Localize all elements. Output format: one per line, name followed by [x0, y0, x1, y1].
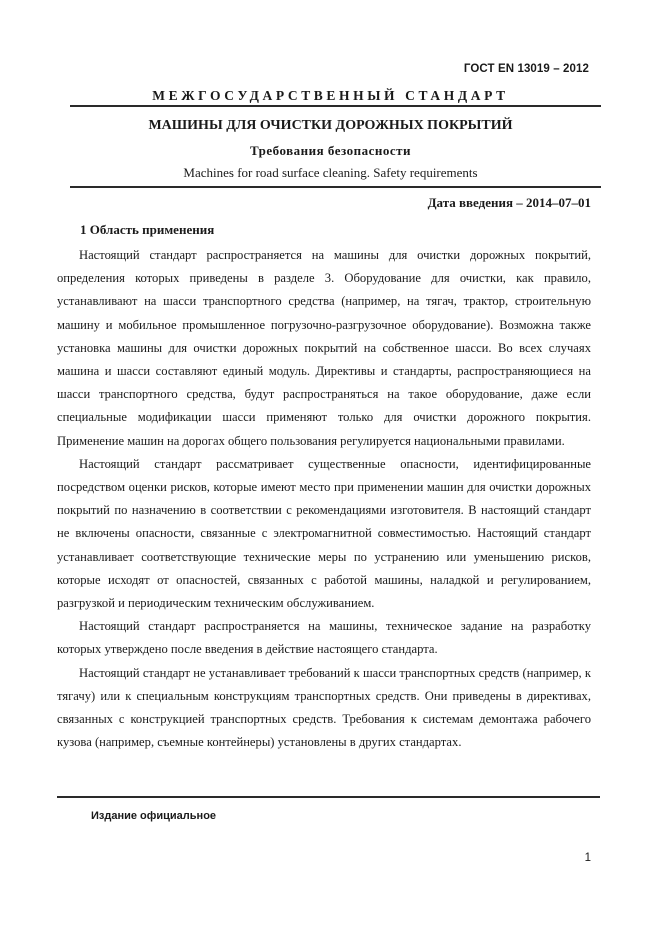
english-title: Machines for road surface cleaning. Safety requirements [183, 165, 478, 180]
paragraph-1: Настоящий стандарт распространяется на машины для очистки дорожных покрытий, определения которых приведены в разделе 3. Оборудование для очистки, как правило, устанавливают на шасси транспортного средства (например, на тягач, трактор, строительную машину и мобильное промышленное погрузочно-разгрузочное оборудование). Возможна также установка машины для очистки дорожных покрытий на собственное шасси. Во всех случаях машина и шасси составляют единый модуль. Директивы и стандарты, распространяющиеся на шасси транспортного средства, будут распространяться на такое оборудование, даже если специальные модификации шасси применяют только для очистки дорожного покрытия. Применение машин на дорогах общего пользования регулируется национальными правилами. [57, 248, 591, 448]
introduction-date: Дата введения – 2014–07–01 [427, 195, 591, 210]
document-title: МАШИНЫ ДЛЯ ОЧИСТКИ ДОРОЖНЫХ ПОКРЫТИЙ [148, 118, 513, 133]
paragraph-2: Настоящий стандарт рассматривает существенные опасности, идентифицированные посредством оценки рисков, которые имеют место при применении машин для очистки дорожных покрытий по назначению в соответствии с рекомендациями изготовителя. В настоящий стандарт не включены опасности, связанные с электромагнитной совместимостью. Настоящий стандарт устанавливает соответствующие технические меры по устранению или уменьшению рисков, которые исходят от опасностей, связанных с работой машины, наладкой и регулированием, разгрузкой и периодическим техническим обслуживанием. [57, 456, 591, 611]
document-subtitle: Требования безопасности [249, 143, 412, 158]
standard-code: ГОСТ EN 13019 – 2012 [463, 63, 589, 75]
section-heading: 1 Область применения [80, 222, 215, 237]
footer-divider [57, 796, 600, 798]
header-divider [70, 105, 601, 107]
standard-type-heading: МЕЖГОСУДАРСТВЕННЫЙ СТАНДАРТ [152, 88, 509, 103]
paragraph-4: Настоящий стандарт не устанавливает требований к шасси транспортных средств (например, к тягачу) или к специальным конструкциям транспортных средств. Они приведены в директивах, связанных с конструкцией транспортных средств. Требования к системам демонтажа рабочего кузова (например, съемные контейнеры) установлены в других стандартах. [57, 665, 591, 750]
paragraph-3: Настоящий стандарт распространяется на машины, техническое задание на разработку которых утверждено после введения в действие настоящего стандарта. [57, 619, 591, 657]
title-divider [70, 186, 601, 188]
page-number: 1 [584, 852, 591, 864]
edition-label: Издание официальное [91, 810, 217, 822]
section-body [57, 244, 591, 754]
